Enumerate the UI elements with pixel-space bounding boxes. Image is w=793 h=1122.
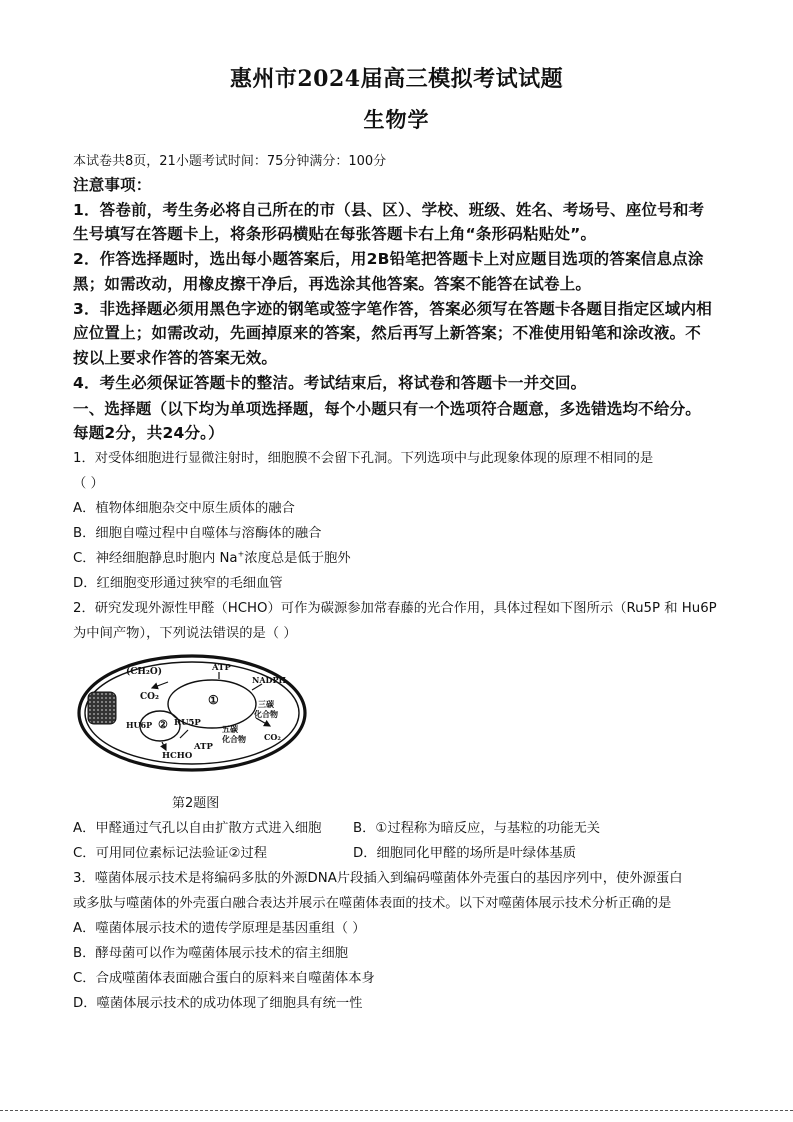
- label-tri-compound: 化合物: [254, 709, 278, 719]
- notice-heading: 注意事项：: [73, 176, 152, 194]
- q3-option-c: C．合成噬菌体表面融合蛋白的原料来自噬菌体本身: [73, 971, 375, 986]
- label-nadph: NADPH: [252, 675, 287, 685]
- q1-option-c-post: 浓度总是低于胞外: [244, 551, 351, 566]
- label-co2-left: CO₂: [140, 692, 159, 702]
- notice-line: 生号填写在答题卡上，将条形码横贴在每张答题卡右上角“条形码粘贴处”。: [73, 225, 597, 243]
- notice-line: 1．答卷前，考生务必将自己所在的市（县、区）、学校、班级、姓名、考场号、座位号和考: [73, 201, 705, 219]
- page-bottom-rule: [0, 1110, 793, 1111]
- label-atp-bottom: ATP: [194, 742, 213, 752]
- section-heading-cont: 每题2分，共24分。）: [73, 424, 224, 442]
- exam-info: 本试卷共8页，21小题考试时间：75分钟满分：100分: [73, 154, 387, 169]
- label-circle-2: ②: [158, 718, 168, 731]
- arrow-co2-right: [256, 718, 270, 726]
- q1-option-c: [73, 547, 351, 566]
- q2-option-d: D．细胞同化甲醛的场所是叶绿体基质: [353, 846, 576, 861]
- arrow-hcho: [162, 742, 166, 750]
- q1-option-a: A．植物体细胞杂交中原生质体的融合: [73, 501, 295, 516]
- q2-option-b: B．①过程称为暗反应，与基粒的功能无关: [353, 821, 601, 836]
- notice-line: 4．考生必须保证答题卡的整洁。考试结束后，将试卷和答题卡一并交回。: [73, 374, 587, 392]
- q1-answer-blank: （ ）: [73, 476, 104, 491]
- q1-option-d: D．红细胞变形通过狭窄的毛细血管: [73, 576, 283, 591]
- q2-option-a: A．甲醛通过气孔以自由扩散方式进入细胞: [73, 821, 322, 836]
- notice-line: 按以上要求作答的答案无效。: [73, 349, 278, 367]
- label-hcho: HCHO: [162, 751, 193, 761]
- q3-option-a: A．噬菌体展示技术的遗传学原理是基因重组（ ）: [73, 921, 366, 936]
- q2-figure-caption: 第2题图: [172, 796, 220, 811]
- arrow-atp-bottom: [180, 730, 188, 738]
- q2-option-c: C．可用同位素标记法验证②过程: [73, 846, 268, 861]
- notice-line: 2．作答选择题时，选出每小题答案后，用2B铅笔把答题卡上对应题目选项的答案信息点涂: [73, 250, 704, 268]
- q3-option-b: B．酵母菌可以作为噬菌体展示技术的宿主细胞: [73, 946, 349, 961]
- label-tri-carbon: 三碳: [258, 699, 274, 709]
- label-penta-carbon: 五碳: [222, 724, 238, 734]
- arrow-to-ch2o: [152, 682, 168, 688]
- q1-option-b: B．细胞自噬过程中自噬体与溶酶体的融合: [73, 526, 322, 541]
- q2-diagram: [76, 652, 308, 774]
- exam-title: 惠州市2024届高三模拟考试试题: [229, 66, 564, 92]
- label-penta-compound: 化合物: [222, 734, 246, 744]
- notice-line: 黑；如需改动，用橡皮擦干净后，再选涂其他答案。答案不能答在试卷上。: [73, 275, 592, 293]
- label-ch2o: (CH₂O): [126, 667, 162, 677]
- label-hu6p: HU6P: [126, 720, 153, 730]
- q1-option-c-sup: +: [237, 549, 245, 559]
- label-atp-top: ATP: [212, 663, 231, 673]
- q1-stem: 1．对受体细胞进行显微注射时，细胞膜不会留下孔洞。下列选项中与此现象体现的原理不相同的是: [73, 451, 654, 466]
- section-heading: 一、选择题（以下均为单项选择题，每个小题只有一个选项符合题意，多选错选均不给分。: [73, 400, 702, 418]
- q2-options-row-2: [73, 842, 576, 861]
- label-co2-right: CO₂: [264, 732, 281, 742]
- label-circle-1: ①: [208, 693, 219, 707]
- label-ru5p: RU5P: [174, 718, 201, 728]
- notice-line: 应位置上；如需改动，先画掉原来的答案，然后再写上新答案；不准使用铅笔和涂改液。不: [73, 324, 702, 342]
- q2-options-row-1: [73, 817, 601, 836]
- q2-stem-cont: 为中间产物），下列说法错误的是（ ）: [73, 626, 297, 641]
- q3-stem-cont: 或多肽与噬菌体的外壳蛋白融合表达并展示在噬菌体表面的技术。以下对噬菌体展示技术分析正确的是: [73, 896, 672, 911]
- notice-line: 3．非选择题必须用黑色字迹的钢笔或签字笔作答，答案必须写在答题卡各题目指定区域内相: [73, 300, 712, 318]
- q1-option-c-pre: C．神经细胞静息时胞内 Na: [73, 551, 238, 566]
- grana-stack: [88, 692, 116, 724]
- q3-option-d: D．噬菌体展示技术的成功体现了细胞具有统一性: [73, 996, 363, 1011]
- subject-title: 生物学: [363, 107, 430, 132]
- q2-stem: 2．研究发现外源性甲醛（HCHO）可作为碳源参加常春藤的光合作用，具体过程如下图所示（Ru5P 和 Hu6P: [73, 601, 717, 616]
- q3-stem: 3．噬菌体展示技术是将编码多肽的外源DNA片段插入到编码噬菌体外壳蛋白的基因序列中，使外源蛋白: [73, 871, 683, 886]
